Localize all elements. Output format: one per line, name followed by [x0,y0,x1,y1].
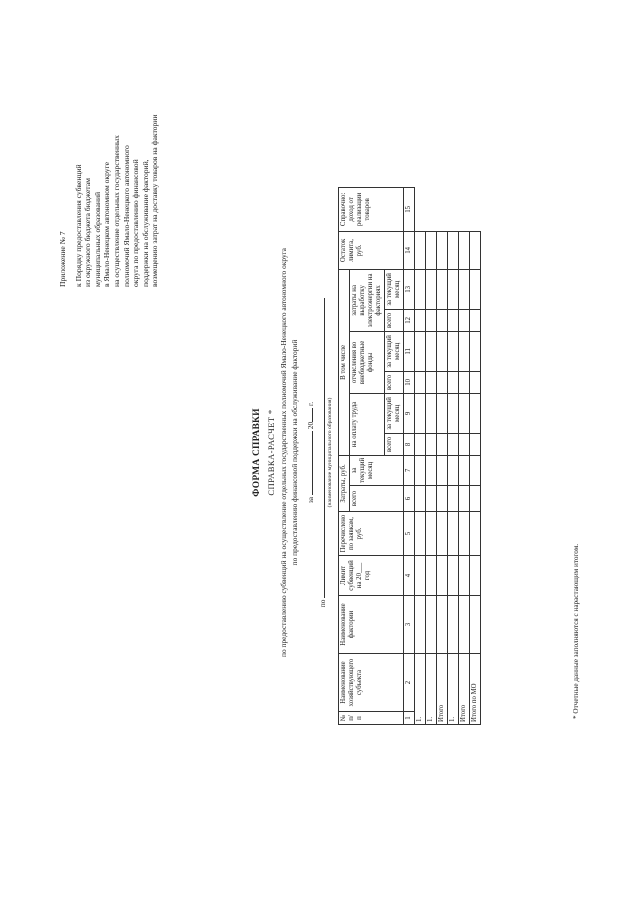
appendix-line: возмещению затрат на доставку товаров на фактории [150,114,160,287]
appendix-line: к Порядку предоставления субвенций [73,164,83,287]
header-labor-current: за текущий месяц [385,393,404,433]
column-number: 3 [404,596,415,654]
table-row [470,187,481,724]
report-table [338,187,481,725]
row-label: 1. [415,654,426,725]
column-number-row [404,187,415,724]
header-costs-current: за текущий месяц [350,455,404,485]
column-number: 14 [404,231,415,269]
period-suffix: г. [306,401,315,406]
period-year: 20 [306,421,315,430]
header-transferred: Перечислено по заявкам, руб. [339,512,404,556]
appendix-line: муниципальных образований [92,191,102,287]
region-note: (наименование муниципального образования) [327,397,333,508]
row-label: Итого по МО [470,654,481,725]
table-row [448,187,459,724]
appendix-block [58,47,160,287]
column-number: 1 [404,712,415,725]
column-number: 10 [404,371,415,393]
header-income: Справочно: доход от реализации товаров [339,187,404,231]
appendix-line: на осуществление отдельных государственных [111,135,121,287]
header-entity: Наименование хозяйствующего субъекта [339,654,404,712]
header-costs: Затраты, руб. [339,455,350,511]
column-number: 7 [404,455,415,485]
table-row [415,187,426,724]
row-label: 1. [426,654,437,725]
column-number: 8 [404,433,415,455]
column-number: 6 [404,486,415,512]
column-number: 2 [404,654,415,712]
header-funds-current: за текущий месяц [385,331,404,371]
column-number: 13 [404,269,415,309]
header-factory: Наименование фактории [339,596,404,654]
header-power-total: всего [385,309,404,331]
table-row [426,187,437,724]
header-limit: Лимит субвенций на 20___ год [339,556,404,596]
region-line [316,0,327,905]
period-line [304,0,315,905]
period-prefix: за [306,496,315,504]
header-including: В том числе [339,269,350,455]
header-num: № п/п [339,712,404,725]
column-number: 9 [404,393,415,433]
period-blank [304,431,313,495]
row-label: Итого [459,654,470,725]
form-subtitle: СПРАВКА-РАСЧЕТ * [266,409,276,496]
header-labor-total: всего [385,433,404,455]
header-labor: на оплату труда [350,393,385,455]
row-label: Итого [437,654,448,725]
region-prefix: по [318,599,327,608]
appendix-number: Приложение № 7 [58,231,67,287]
year-blank [304,408,313,422]
column-number: 5 [404,512,415,556]
header-costs-total: всего [350,486,404,512]
appendix-line: округа по предоставлению финансовой [131,159,141,287]
region-blank [316,298,325,598]
header-funds-total: всего [385,371,404,393]
column-number: 12 [404,309,415,331]
appendix-line: в Ямало-Ненецком автономном округе [102,162,112,287]
header-remaining: Остаток лимита, руб. [339,231,404,269]
column-number: 11 [404,331,415,371]
column-number: 15 [404,187,415,231]
row-label: 1. [448,654,459,725]
form-description-line-1: по предоставлению субвенций на осуществление отдельных государственных полномочий Ямало-Ненецкого автономного округа [279,248,288,657]
column-number: 4 [404,556,415,596]
footnote: * Отчетные данные заполняются с нарастающим итогом. [572,543,580,719]
header-power: затраты на выработку электроэнергии на факториях [350,269,385,331]
table-row [459,187,470,724]
table-row [437,187,448,724]
form-description-line-2: по предоставлению финансовой поддержки на обслуживание факторий [290,339,299,566]
appendix-line: полномочий Ямало-Ненецкого автономного [121,145,131,287]
appendix-line: поддержки на обслуживание факторий, [140,159,150,287]
header-row [339,187,350,724]
header-funds: отчисления во внебюджетные фонды [350,331,385,393]
form-heading: ФОРМА СПРАВКИ [252,408,262,497]
header-power-current: за текущий месяц [385,269,404,309]
appendix-line: из окружного бюджета бюджетам [83,178,93,287]
